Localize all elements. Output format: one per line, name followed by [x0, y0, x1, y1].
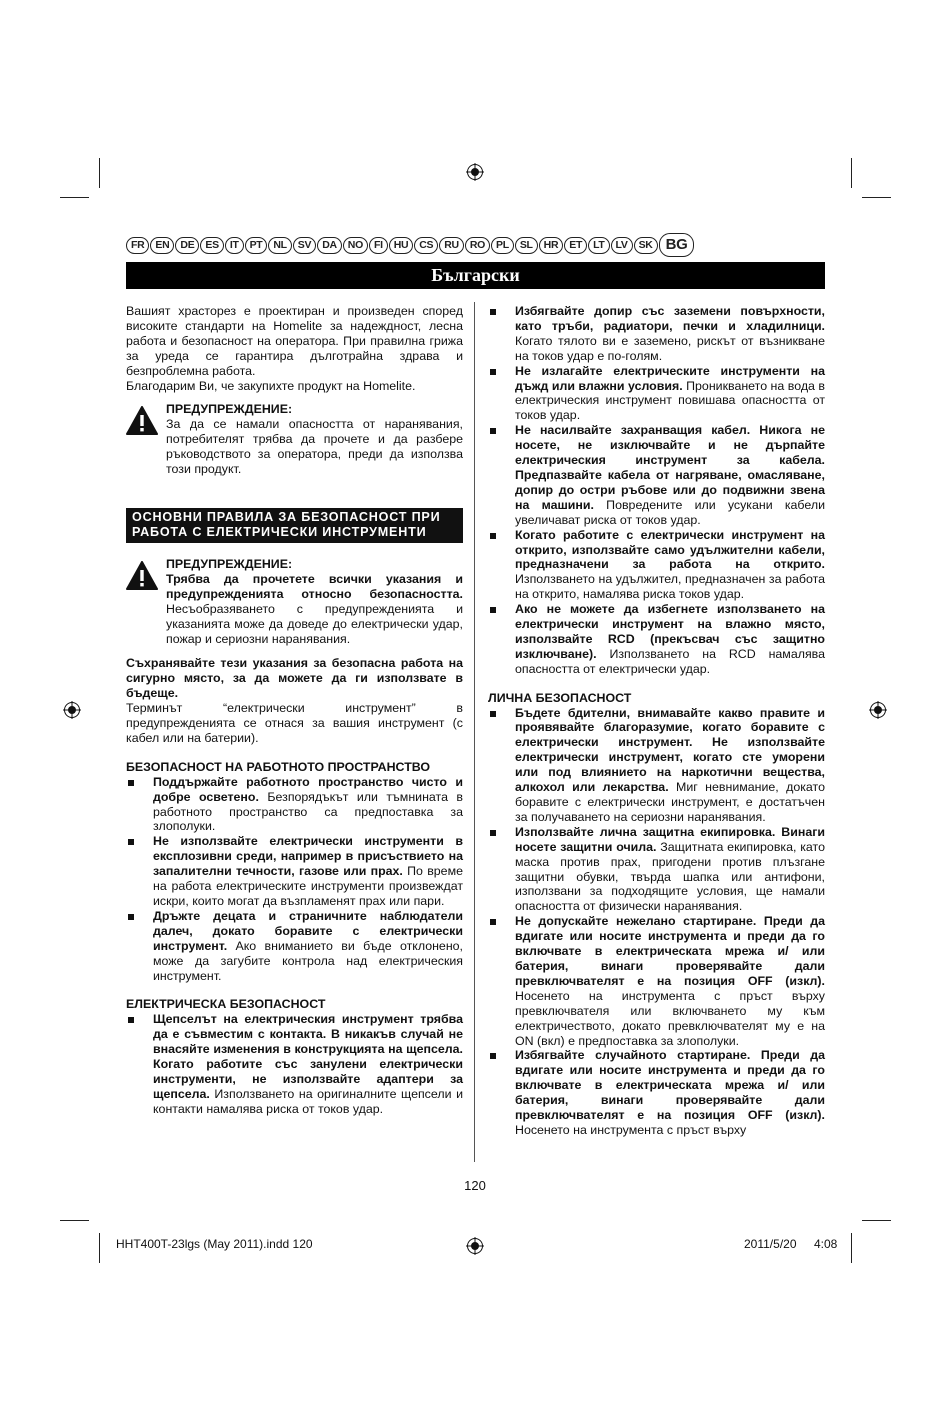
language-tab-pl: PL	[491, 237, 514, 254]
list-item	[488, 364, 825, 424]
warning-title: ПРЕДУПРЕЖДЕНИЕ:	[166, 402, 293, 417]
language-tab-sl: SL	[515, 237, 538, 254]
language-tab-cs: CS	[414, 237, 438, 254]
language-tab-no: NO	[343, 237, 368, 254]
list-item	[126, 909, 463, 984]
section-heading: ОСНОВНИ ПРАВИЛА ЗА БЕЗОПАСНОСТ ПРИ РАБОТА С ЕЛЕКТРИЧЕСКИ ИНСТРУМЕНТИ	[126, 508, 463, 543]
list-item-bold: Не допускайте нежелано стартиране. Преди да вдигате или носите инструмента и преди да го включвате в електрическата мрежа и/ или батерия, винаги проверявайте дали превключвателят е на позиция OFF (изкл).	[515, 914, 825, 988]
warning-block	[126, 402, 463, 477]
language-tab-it: IT	[225, 237, 244, 254]
right-column	[488, 304, 825, 1138]
warning-body-text: Несъобразяването с предупрежденията и указанията може да доведе до електрически удар, пожар и сериозни наранявания.	[166, 601, 463, 646]
list-item-text: Проникването на вода в електрическия инструмент повишава опасността от токов удар.	[515, 378, 825, 423]
list-item	[488, 304, 825, 364]
list-item-text: Използването на оригиналните щепсели и контакти намалява риска от токов удар.	[153, 1086, 463, 1116]
list-item-bold: Поддържайте работното пространство чисто и добре осветено.	[153, 774, 463, 804]
language-tab-hu: HU	[389, 237, 414, 254]
language-tab-de: DE	[175, 237, 199, 254]
intro-paragraph: Вашият храсторез е проектиран и произведен според високите стандарти на Homelite за надеждност, лесна работа и безопасност на оператора. При правилна грижа за уреда се гарантира дълготрайна здрава и безпроблемна работа.	[126, 304, 463, 378]
list-item-text: Носенето на инструмента с пръст върху превключвателя или включването му към електричеството, докато превключвателят му е на ON (вкл) е предпоставка за злополуки.	[515, 988, 825, 1048]
crop-mark	[60, 1220, 89, 1221]
page-number: 120	[464, 1178, 486, 1193]
language-tab-es: ES	[200, 237, 223, 254]
list-item	[126, 1012, 463, 1116]
language-tabs	[126, 233, 826, 257]
subheading-work-area: БЕЗОПАСНОСТ НА РАБОТНОТО ПРОСТРАНСТВО	[126, 759, 431, 774]
list-item-text: Миг невнимание, докато боравите с електрически инструмент, е достатъчен за получаването на сериозни наранявания.	[515, 780, 825, 824]
language-tab-en: EN	[150, 237, 174, 254]
left-column	[126, 304, 463, 1117]
language-tab-ro: RO	[465, 237, 490, 254]
list-item-bold: Ако не можете да избегнете използването на електрически инструмент на влажно място, използвайте RCD (прекъсвач със защитно изключване).	[515, 602, 825, 661]
keep-instructions: Съхранявайте тези указания за безопасна работа на сигурно място, за да можете да ги използвате в бъдеще.	[126, 656, 463, 701]
language-tab-et: ET	[564, 237, 587, 254]
list-item-bold: Дръжте децата и страничните наблюдатели далеч, докато боравите с електрически инструмент.	[153, 908, 463, 953]
list-item-bold: Когато работите с електрически инструмент на открито, използвайте само удължителни кабели, предназначени за работа на открито.	[515, 527, 825, 572]
registration-mark-icon	[466, 163, 484, 181]
language-tab-bg: BG	[659, 233, 695, 257]
language-tab-fr: FR	[126, 237, 149, 254]
intro-thanks: Благодарим Ви, че закупихте продукт на Homelite.	[126, 378, 416, 393]
list-item-bold: Избягвайте допир със заземени повърхности, като тръби, радиатори, печки и хладилници.	[515, 304, 825, 333]
crop-mark	[99, 158, 100, 188]
list-item	[488, 914, 825, 1048]
list-item-text: Използването на удължител, предназначен за работа на открито, намалява риска токов удар.	[515, 572, 825, 602]
electrical-list	[126, 1012, 463, 1116]
crop-mark	[99, 1233, 100, 1263]
work-area-list	[126, 775, 463, 984]
crop-mark	[851, 1233, 852, 1263]
personal-safety-list	[488, 706, 825, 1138]
list-item-text: Носенето на инструмента с пръст върху	[515, 1122, 747, 1137]
footer-filename: HHT400T-23lgs (May 2011).indd 120	[116, 1237, 313, 1251]
list-item-bold: Избягвайте случайното стартиране. Преди да вдигате или носите инструмента и преди да го включвате в електрическата мрежа и/ или батерия, винаги проверявайте дали превключвателят е на позиция OFF (изкл).	[515, 1048, 825, 1123]
footer-time: 4:08	[814, 1237, 838, 1251]
list-item	[488, 528, 825, 603]
list-item-bold: Не насилвайте захранващия кабел. Никога не носете, не изключвайте и не дърпайте електрическия инструмент за кабела. Предпазвайте кабела от нагряване, омасляване, допир до остри ръбове или до подвижни звена на машини.	[515, 423, 825, 512]
list-item-bold: Бъдете бдителни, внимавайте какво правите и проявявайте благоразумие, когато боравите с електрически инструмент. Не използвайте електрически инструмент, когато сте уморени или под влиянието на наркотични вещества, алкохол или лекарства.	[515, 705, 825, 795]
warning-triangle-icon	[126, 406, 158, 436]
registration-mark-icon	[869, 701, 887, 719]
page-title: Български	[126, 262, 825, 289]
column-divider	[474, 302, 475, 1162]
crop-mark	[851, 158, 852, 188]
language-tab-fi: FI	[369, 237, 388, 254]
list-item	[488, 825, 825, 914]
electrical-list	[488, 304, 825, 677]
subheading-personal: ЛИЧНА БЕЗОПАСНОСТ	[488, 690, 632, 705]
language-tab-sk: SK	[634, 237, 658, 254]
list-item-text: Повредените или усукани кабели увеличават риска от токов удар.	[515, 497, 826, 527]
language-tab-hr: HR	[539, 237, 564, 254]
list-item-text: Когато тялото ви е заземено, рискът от възникване на токов удар е по-голям.	[515, 333, 825, 363]
warning-triangle-icon	[126, 561, 158, 591]
crop-mark	[862, 1220, 891, 1221]
language-tab-ru: RU	[439, 237, 464, 254]
crop-mark	[862, 197, 891, 198]
warning-bold-text: Трябва да прочетете всички указания и предупрежденията относно безопасността.	[166, 571, 463, 601]
warning-text	[166, 572, 463, 647]
list-item-text: Използването на RCD намалява опасността от електрически удар.	[515, 646, 825, 676]
list-item	[488, 602, 825, 677]
warning-text: За да се намали опасността от наранявания, потребителят трябва да прочете и да разбере ръководството за оператора, преди да използва този продукт.	[166, 417, 463, 477]
language-tab-pt: PT	[245, 237, 268, 254]
list-item-text: Ако вниманието ви бъде отклонено, може да загубите контрола над електрическия инструмент.	[153, 938, 463, 983]
list-item-bold: Не излагайте електрическите инструменти на дъжд или влажни условия.	[515, 363, 825, 393]
registration-mark-icon	[63, 701, 81, 719]
list-item-bold: Не използвайте електрически инструменти в експлозивни среди, например в присъствието на запалителни течности, газове или прах.	[153, 834, 463, 879]
crop-mark	[60, 197, 89, 198]
list-item-bold: Щепселът на електрическия инструмент трябва да е съвместим с контакта. В никакъв случай не внасяйте изменения в конструкцията на щепсела. Когато работите със занулени електрически инструменти, не използвайте адаптери за щепсела.	[153, 1012, 463, 1101]
list-item	[488, 1048, 825, 1137]
language-tab-sv: SV	[293, 237, 316, 254]
language-tab-lv: LV	[611, 237, 633, 254]
registration-mark-icon	[466, 1237, 484, 1255]
language-tab-lt: LT	[588, 237, 609, 254]
warning-title: ПРЕДУПРЕЖДЕНИЕ:	[166, 556, 293, 571]
language-tab-da: DA	[317, 237, 342, 254]
list-item-text: Безпорядъкът или тъмнината в работното пространство са предпоставка за злополуки.	[153, 789, 463, 834]
list-item	[126, 834, 463, 909]
list-item-text: По време на работа електрическите инструменти произвеждат искри, които могат да възпламенят прах или пари.	[153, 864, 463, 908]
list-item	[488, 423, 825, 527]
subheading-electrical: ЕЛЕКТРИЧЕСКА БЕЗОПАСНОСТ	[126, 997, 326, 1012]
term-definition: Терминът “електрически инструмент” в предупрежденията се отнася за вашия инструмент (с кабел или на батерии).	[126, 701, 463, 745]
language-tab-nl: NL	[268, 237, 291, 254]
list-item	[126, 775, 463, 835]
list-item-bold: Използвайте лична защитна екипировка. Винаги носете защитни очила.	[515, 824, 825, 854]
list-item	[488, 706, 825, 825]
warning-block	[126, 557, 463, 646]
footer-date: 2011/5/20	[744, 1237, 797, 1251]
list-item-text: Защитната екипировка, като маска против прах, пригодени против плъзгане защитни обувки, твърда шапка или антифони, използвани за подходящите условия, ще намали опасността от физически наранявания.	[515, 839, 825, 914]
